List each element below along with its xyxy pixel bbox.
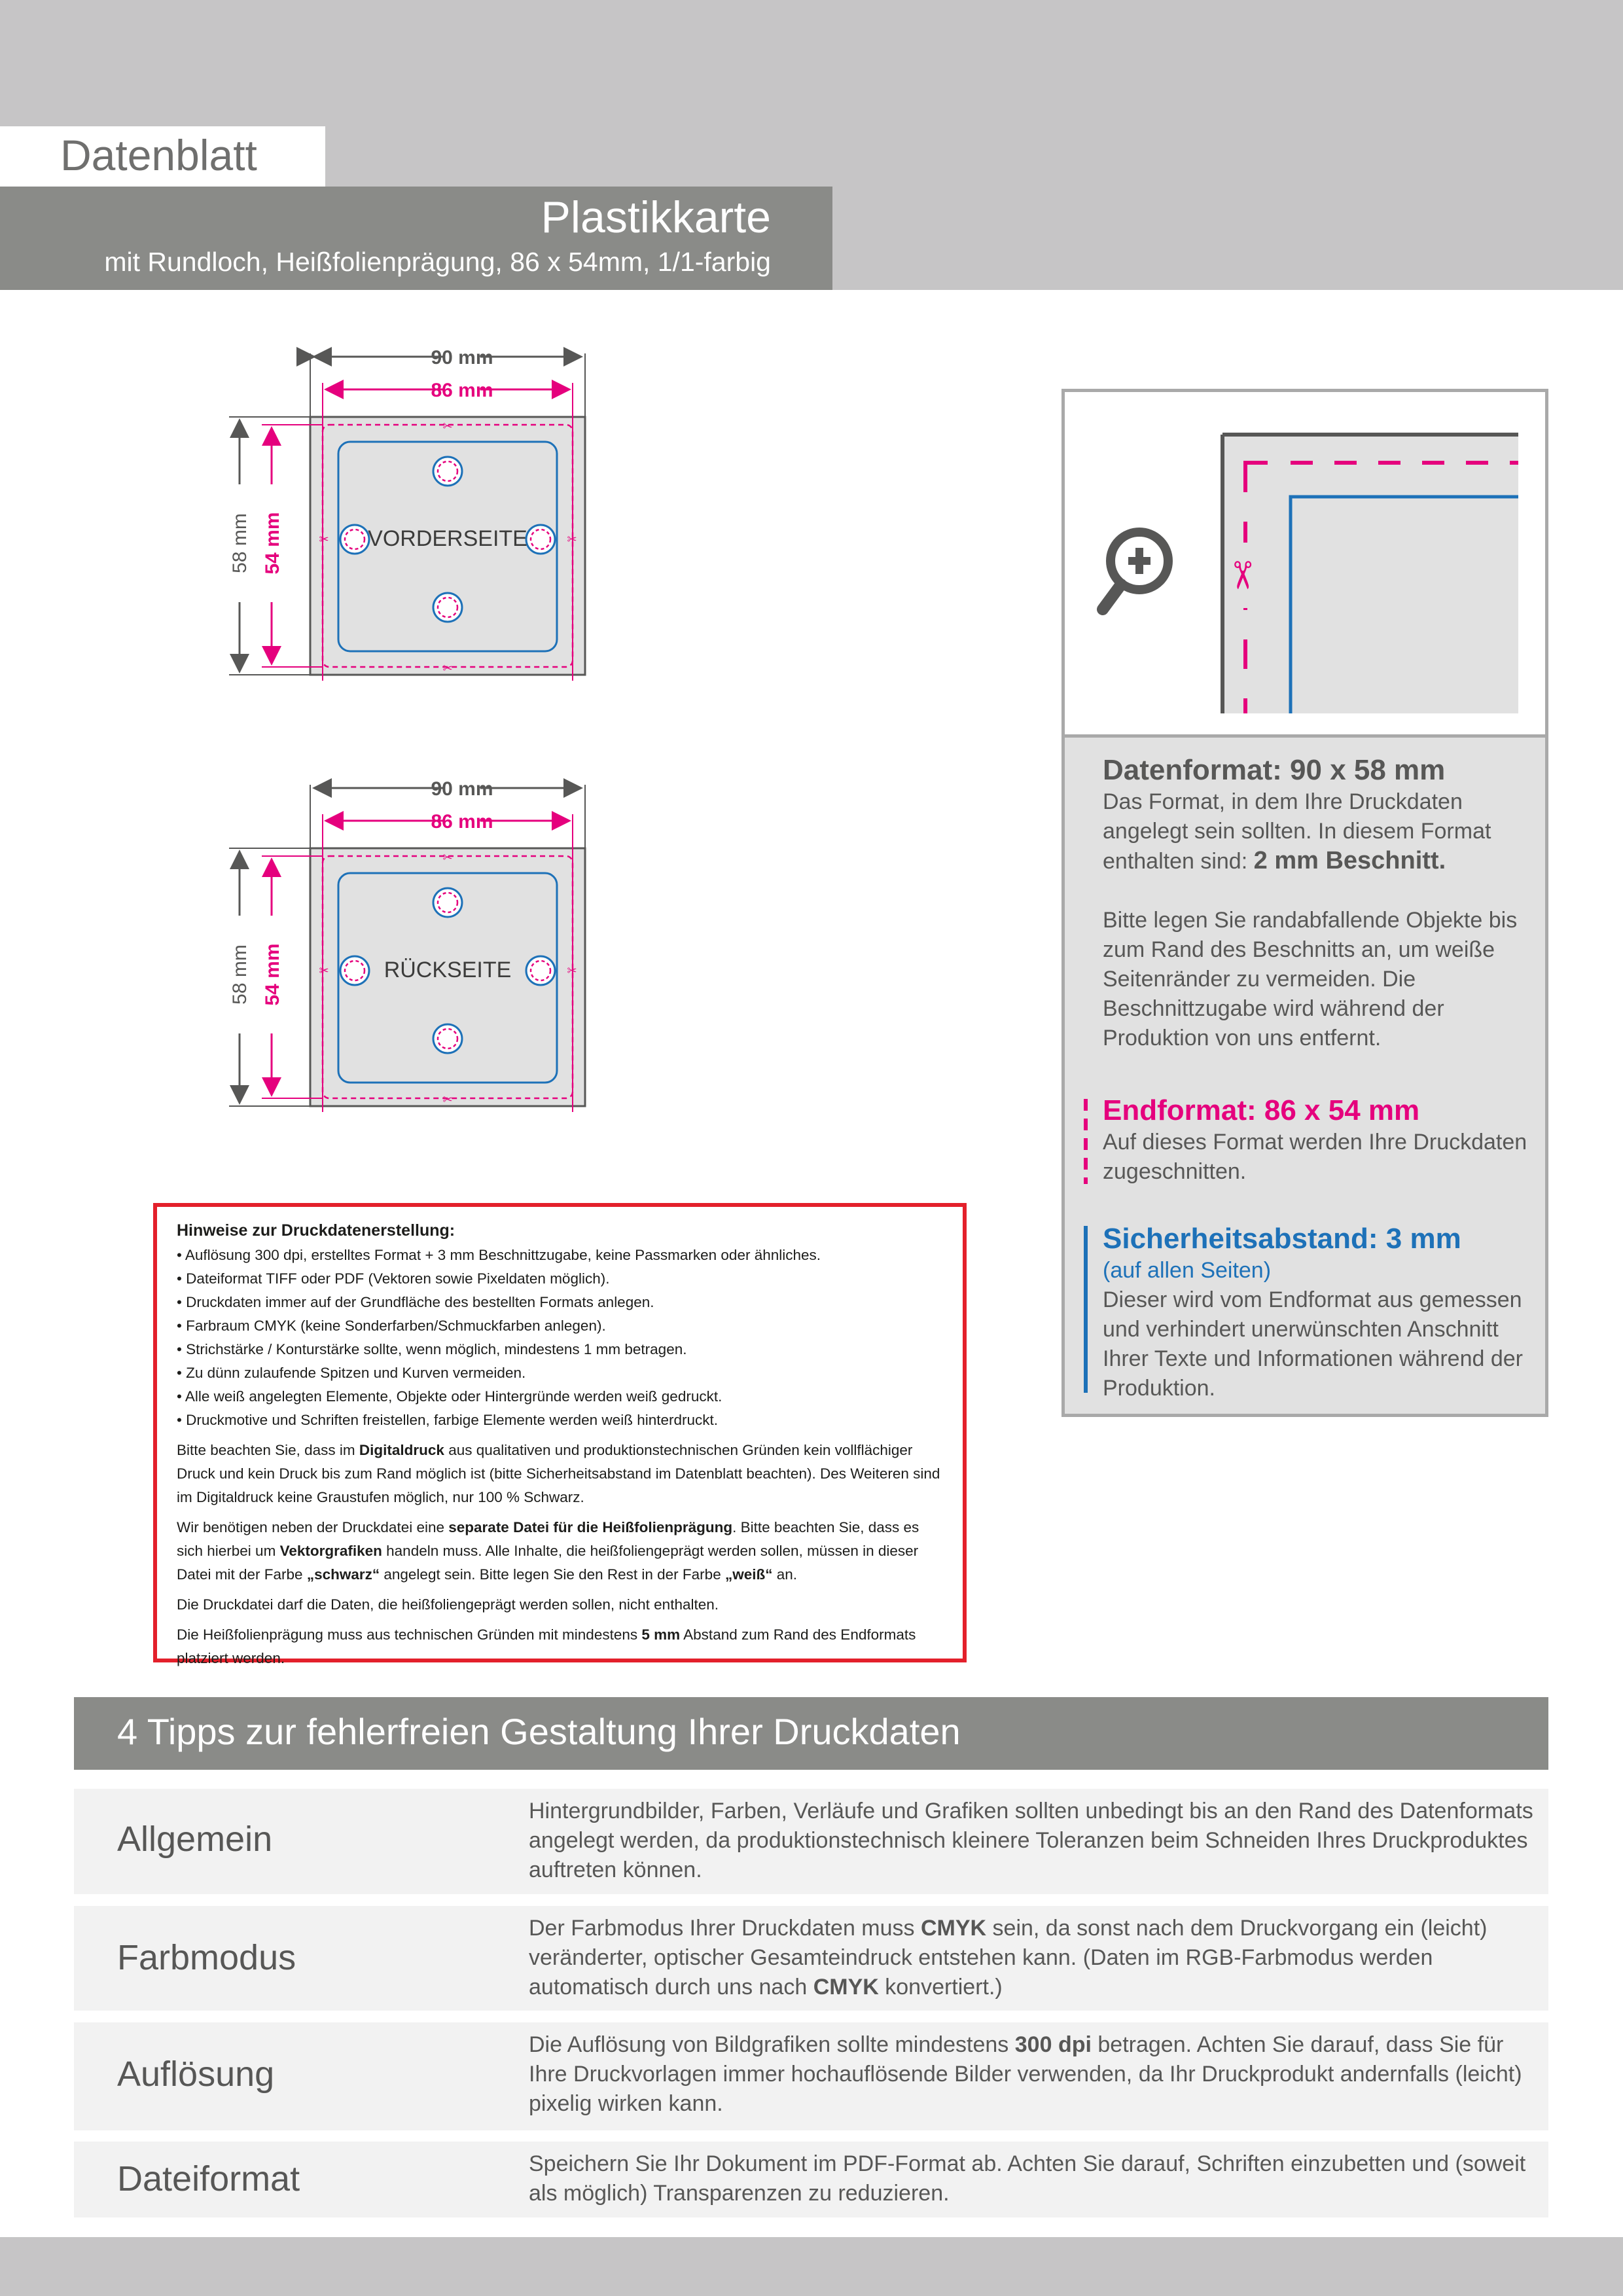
height-final-label: 54 mm — [262, 943, 283, 1006]
notes-distance-paragraph: Die Heißfolienprägung muss aus technischen Gründen mit mindestens 5 mm Abstand zum Rand des Endformats platziert werden. — [177, 1626, 916, 1666]
safety-section — [1103, 1222, 1535, 1403]
tips-title: 4 Tipps zur fehlerfreien Gestaltung Ihrer Druckdaten — [117, 1711, 961, 1752]
front-card-diagram — [223, 327, 851, 759]
width-final-label: 86 mm — [431, 811, 493, 833]
tip-row-aufloesung — [74, 2022, 1548, 2130]
tip-text: Speichern Sie Ihr Dokument im PDF-Format ab. Achten Sie darauf, Schriften einzubetten und (soweit als möglich) Transparenzen zu reduzieren. — [529, 2151, 1526, 2206]
back-card-diagram — [223, 759, 851, 1191]
product-name: Plastikkarte — [541, 192, 771, 242]
datenformat-text-2: Bitte legen Sie randabfallende Objekte bis zum Rand des Beschnitts an, um weiße Seitenränder zu vermeiden. Die Beschnittzugabe wird während der Produktion von uns entfernt. — [1103, 908, 1518, 1050]
scissors-icon: ✂ — [567, 964, 577, 977]
height-data-label: 58 mm — [229, 944, 251, 1005]
tip-row-farbmodus — [74, 1906, 1548, 2011]
product-subtitle: mit Rundloch, Heißfolienprägung, 86 x 54mm, 1/1-farbig — [104, 247, 771, 277]
tip-row-dateiformat — [74, 2142, 1548, 2217]
product-bar — [0, 187, 832, 290]
tip-text: Hintergrundbilder, Farben, Verläufe und Grafiken sollten unbedingt bis an den Rand des Datenformats angelegt werden, da produktionstechnisch kleinere Toleranzen beim Schneiden Ihres Druckproduktes auftreten können. — [529, 1799, 1533, 1882]
print-notes-box — [153, 1203, 967, 1666]
side-label: RÜCKSEITE — [383, 958, 512, 982]
height-final-label: 54 mm — [262, 512, 283, 575]
safety-bar-marker — [1084, 1226, 1088, 1393]
notes-bullet: • Zu dünn zulaufende Spitzen und Kurven vermeiden. — [177, 1365, 526, 1381]
height-data-label: 58 mm — [229, 513, 251, 573]
endformat-text: Auf dieses Format werden Ihre Druckdaten zugeschnitten. — [1103, 1130, 1527, 1184]
doc-type-label: Datenblatt — [60, 131, 257, 179]
notes-bullet: • Strichstärke / Konturstärke sollte, wenn möglich, mindestens 1 mm betragen. — [177, 1341, 687, 1357]
tip-text: Der Farbmodus Ihrer Druckdaten muss CMYK sein, da sonst nach dem Druckvorgang ein (leicht) veränderter, optischer Gesamteindruck entstehen kann. (Daten im RGB-Farbmodus werden automatisch durch uns nach CMYK konvertiert.) — [529, 1916, 1488, 2000]
width-data-label: 90 mm — [431, 778, 493, 800]
datenformat-text: Das Format, in dem Ihre Druckdaten angelegt sein sollten. In diesem Format enthalten sind: 2 mm Beschnitt. — [1103, 789, 1491, 874]
width-data-label: 90 mm — [431, 347, 493, 368]
notes-bullet: • Auflösung 300 dpi, erstelltes Format + 3 mm Beschnittzugabe, keine Passmarken oder ähnliches. — [177, 1247, 821, 1263]
format-info-panel — [1061, 389, 1548, 1417]
safety-text: Dieser wird vom Endformat aus gemessen und verhindert unerwünschten Anschnitt Ihrer Texte und Informationen während der Produktion. — [1103, 1287, 1523, 1401]
tip-label: Allgemein — [117, 1820, 273, 1859]
width-final-label: 86 mm — [431, 380, 493, 401]
endformat-section — [1103, 1094, 1535, 1187]
side-label: VORDERSEITE — [368, 526, 527, 551]
trim-dash-marker — [1084, 1099, 1088, 1184]
tip-label: Dateiformat — [117, 2159, 300, 2198]
notes-digital-paragraph: Bitte beachten Sie, dass im Digitaldruck aus qualitativen und produktionstechnischen Gründen kein vollflächiger Druck und kein Druck bis zum Rand möglich ist (bitte Sicherheitsabstand im Datenblatt beachten). Des Weiteren sind im Digitaldruck keine Graustufen möglich, nur 100 % Schwarz. — [177, 1442, 940, 1505]
card-back — [229, 778, 585, 1112]
zoom-in-icon — [1103, 532, 1168, 609]
tips-header — [74, 1697, 1548, 1770]
tip-text: Die Auflösung von Bildgrafiken sollte mindestens 300 dpi betragen. Achten Sie darauf, dass Sie für Ihre Druckvorlagen immer hochauflösende Bilder verwenden, da Ihr Druckprodukt andernfalls (leicht) pixelig wirken kann. — [529, 2032, 1522, 2116]
notes-hotfoil-paragraph: Wir benötigen neben der Druckdatei eine separate Datei für die Heißfolienprägung. Bitte beachten Sie, dass es sich hierbei um Vektorgrafiken handeln muss. Alle Inhalte, die heißfoliengeprägt werden sollen, müssen in dieser Datei mit der Farbe „schwarz“ angelegt sein. Bitte legen Sie den Rest in der Farbe „weiß“ an. — [177, 1519, 919, 1583]
scissors-icon: ✂ — [442, 662, 453, 675]
tip-label: Farbmodus — [117, 1938, 296, 1977]
scissors-icon: ✂ — [1221, 559, 1263, 592]
datenformat-title: Datenformat: 90 x 58 mm — [1103, 754, 1446, 786]
notes-bullet: • Druckdaten immer auf der Grundfläche des bestellten Formats anlegen. — [177, 1294, 654, 1310]
tip-row-allgemein — [74, 1789, 1548, 1894]
notes-printfile-paragraph: Die Druckdatei darf die Daten, die heißfoliengeprägt werden sollen, nicht enthalten. — [177, 1596, 719, 1613]
scissors-icon: ✂ — [319, 964, 329, 977]
endformat-title: Endformat: 86 x 54 mm — [1103, 1094, 1420, 1126]
corner-data-area — [1222, 435, 1518, 713]
notes-bullet: • Farbraum CMYK (keine Sonderfarben/Schmuckfarben anlegen). — [177, 1318, 606, 1334]
tip-label: Auflösung — [117, 2054, 275, 2094]
doc-type-box — [0, 126, 325, 187]
scissors-icon: ✂ — [442, 420, 453, 433]
card-front — [229, 347, 585, 681]
corner-zoom-illustration — [1065, 392, 1545, 738]
datenformat-section — [1103, 753, 1535, 1053]
notes-bullet: • Alle weiß angelegten Elemente, Objekte oder Hintergründe werden weiß gedruckt. — [177, 1388, 722, 1405]
scissors-icon: ✂ — [442, 1093, 453, 1106]
footer-band — [0, 2237, 1623, 2296]
notes-bullet: • Druckmotive und Schriften freistellen, farbige Elemente werden weiß hinterdruckt. — [177, 1412, 718, 1428]
notes-bullet: • Dateiformat TIFF oder PDF (Vektoren sowie Pixeldaten möglich). — [177, 1270, 610, 1287]
scissors-icon: ✂ — [442, 851, 453, 864]
notes-title: Hinweise zur Druckdatenerstellung: — [177, 1221, 455, 1240]
scissors-icon: ✂ — [567, 533, 577, 546]
safety-title: Sicherheitsabstand: 3 mm — [1103, 1223, 1461, 1255]
scissors-icon: ✂ — [319, 533, 329, 546]
safety-subtitle: (auf allen Seiten) — [1103, 1258, 1272, 1283]
